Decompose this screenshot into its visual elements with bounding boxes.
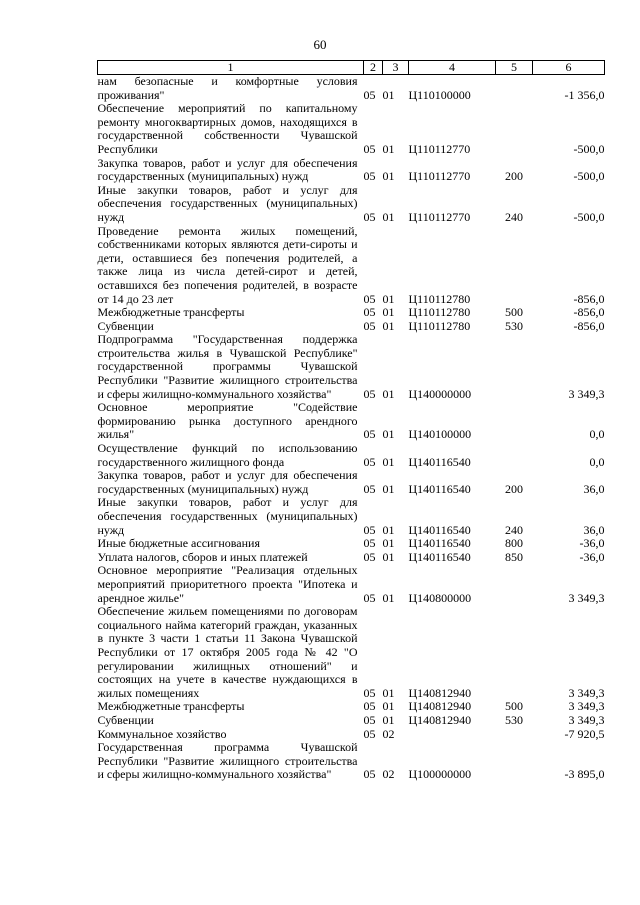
row-expense-type: [496, 564, 533, 605]
row-expense-type: [496, 333, 533, 401]
row-name: Осуществление функций по использованию государственного жилищного фонда: [97, 441, 358, 469]
row-amount: -856,0: [573, 318, 605, 333]
row-subsection: 01: [382, 712, 395, 727]
row-name: Межбюджетные трансферты: [97, 305, 245, 320]
row-amount: -500,0: [573, 141, 605, 156]
table-body: [98, 75, 605, 782]
row-expense-type: 530: [505, 712, 523, 727]
header-col-3: 3: [383, 61, 409, 75]
row-subsection: 02: [382, 726, 395, 741]
row-name: Основное мероприятие "Содействие формированию рынка доступного арендного жилья": [97, 400, 358, 442]
row-target-article: Ц110112780: [408, 291, 471, 306]
table-row: [98, 564, 605, 605]
row-name: Межбюджетные трансферты: [97, 699, 245, 714]
row-name: Закупка товаров, работ и услуг для обеспечения государственных (муниципальных) нужд: [97, 155, 358, 184]
header-col-1: 1: [98, 61, 364, 75]
row-target-article: Ц140116540: [408, 454, 471, 469]
table-row: [98, 306, 605, 320]
row-expense-type: [496, 225, 533, 307]
row-section: 05: [363, 305, 376, 320]
row-amount: -7 920,5: [564, 726, 605, 741]
row-target-article: Ц140812940: [408, 712, 472, 727]
row-expense-type: 500: [505, 699, 523, 714]
row-target-article: Ц140100000: [408, 427, 472, 442]
row-section: 05: [363, 318, 376, 333]
row-amount: -500,0: [573, 169, 605, 184]
table-row: [98, 157, 605, 184]
row-name: Субвенции: [97, 712, 154, 727]
row-target-article: Ц100000000: [408, 767, 472, 782]
table-row: [98, 551, 605, 565]
row-amount: -3 895,0: [564, 767, 605, 782]
row-section: 05: [363, 549, 376, 564]
row-name: Проведение ремонта жилых помещений, собственниками которых являются дети-сироты и дети, оставшиеся без попечения родителей, а также лица из числа детей-сирот и детей, оставшихся без попечения родителей, в возрасте от 14 до 23 лет: [97, 223, 358, 306]
row-expense-type: [496, 605, 533, 700]
row-name: Государственная программа Чувашской Республики "Развитие жилищного строительства и сферы жилищно-коммунального хозяйства": [97, 740, 358, 782]
row-target-article: Ц110112780: [408, 305, 471, 320]
row-name: Коммунальное хозяйство: [97, 726, 227, 741]
row-subsection: 01: [382, 481, 395, 496]
row-amount: 3 349,3: [568, 386, 605, 401]
row-target-article: Ц110112770: [408, 169, 471, 184]
row-amount: 0,0: [589, 454, 605, 469]
row-target-article: [409, 728, 496, 742]
row-amount: 36,0: [583, 481, 605, 496]
row-section: 05: [363, 141, 376, 156]
row-target-article: Ц140000000: [408, 386, 472, 401]
row-expense-type: 240: [505, 522, 523, 537]
row-name: Субвенции: [97, 318, 154, 333]
row-subsection: 01: [382, 87, 395, 102]
table-row: [98, 184, 605, 225]
table-row: [98, 333, 605, 401]
row-expense-type: [496, 102, 533, 156]
row-name: Уплата налогов, сборов и иных платежей: [97, 549, 308, 564]
row-section: 05: [363, 726, 376, 741]
row-name: Основное мероприятие "Реализация отдельных мероприятий приоритетного проекта "Ипотека и арендное жилье": [97, 563, 358, 605]
row-amount: -36,0: [579, 549, 605, 564]
row-target-article: Ц110112780: [408, 318, 471, 333]
row-section: 05: [363, 522, 376, 537]
table-row: [98, 469, 605, 496]
row-expense-type: 500: [505, 305, 523, 320]
row-target-article: Ц110100000: [408, 87, 471, 102]
row-subsection: 01: [382, 291, 395, 306]
row-subsection: 01: [382, 141, 395, 156]
row-expense-type: [496, 442, 533, 469]
row-target-article: Ц140812940: [408, 685, 472, 700]
row-expense-type: 530: [505, 318, 523, 333]
row-amount: 3 349,3: [568, 590, 605, 605]
row-name: Обеспечение жильем помещениями по договорам социального найма категорий граждан, указанных в пункте 3 части 1 статьи 11 Закона Чувашской Республики от 17 октября 2005 года № 42 "О регулировании жилищных отношений" и состоящих на учете в качестве нуждающихся в жилых помещениях: [97, 604, 358, 700]
row-section: 05: [363, 169, 376, 184]
row-section: 05: [363, 712, 376, 727]
table-header-row: [98, 61, 605, 75]
row-target-article: Ц140116540: [408, 481, 471, 496]
row-section: 05: [363, 454, 376, 469]
table-row: [98, 605, 605, 700]
row-subsection: 01: [382, 536, 395, 551]
row-expense-type: [496, 741, 533, 782]
row-target-article: Ц140800000: [408, 590, 472, 605]
row-amount: -1 356,0: [564, 87, 605, 102]
row-target-article: Ц140116540: [408, 522, 471, 537]
page-number: 60: [313, 37, 327, 52]
row-subsection: 01: [382, 699, 395, 714]
row-section: 05: [363, 291, 376, 306]
row-name: Подпрограмма "Государственная поддержка строительства жилья в Чувашской Республике" государственной программы Чувашской Республики "Развитие жилищного строительства и сферы жилищно-коммунального хозяйства": [97, 332, 358, 401]
row-subsection: 01: [382, 209, 395, 224]
row-subsection: 01: [382, 427, 395, 442]
table-row: [98, 102, 605, 156]
row-section: 05: [363, 209, 376, 224]
row-amount: 3 349,3: [568, 699, 605, 714]
row-subsection: 01: [382, 590, 395, 605]
table-row: [98, 741, 605, 782]
row-section: 05: [363, 590, 376, 605]
table-row: [98, 320, 605, 334]
table-row: [98, 496, 605, 537]
row-name: Обеспечение мероприятий по капитальному ремонту многоквартирных домов, находящихся в государственной собственности Чувашской Республики: [97, 101, 358, 156]
row-target-article: Ц110112770: [408, 209, 471, 224]
header-col-2: 2: [364, 61, 383, 75]
table-row: [98, 700, 605, 714]
row-amount: -856,0: [573, 291, 605, 306]
row-name: Иные закупки товаров, работ и услуг для обеспечения государственных (муниципальных) нужд: [97, 495, 358, 537]
row-subsection: 01: [382, 685, 395, 700]
row-section: 05: [363, 481, 376, 496]
row-section: 05: [363, 87, 376, 102]
row-target-article: Ц140812940: [408, 699, 472, 714]
row-name: Иные бюджетные ассигнования: [97, 536, 260, 551]
row-section: 05: [363, 536, 376, 551]
row-amount: -856,0: [573, 305, 605, 320]
row-expense-type: [496, 401, 533, 442]
row-expense-type: 800: [505, 536, 523, 551]
row-target-article: Ц140116540: [408, 549, 471, 564]
row-subsection: 02: [382, 767, 395, 782]
budget-table: [97, 60, 605, 782]
row-section: 05: [363, 427, 376, 442]
row-subsection: 01: [382, 549, 395, 564]
table-row: [98, 75, 605, 103]
header-col-4: 4: [409, 61, 496, 75]
row-section: 05: [363, 699, 376, 714]
row-section: 05: [363, 386, 376, 401]
row-subsection: 01: [382, 305, 395, 320]
row-expense-type: [496, 75, 533, 103]
row-subsection: 01: [382, 386, 395, 401]
row-amount: -36,0: [579, 536, 605, 551]
header-col-5: 5: [496, 61, 533, 75]
row-name: Закупка товаров, работ и услуг для обеспечения государственных (муниципальных) нужд: [97, 468, 358, 496]
row-subsection: 01: [382, 169, 395, 184]
row-subsection: 01: [382, 318, 395, 333]
table-row: [98, 225, 605, 307]
row-amount: 3 349,3: [568, 685, 605, 700]
row-expense-type: 200: [505, 481, 523, 496]
row-amount: 3 349,3: [568, 712, 605, 727]
row-target-article: Ц140116540: [408, 536, 471, 551]
row-subsection: 01: [382, 454, 395, 469]
row-section: 05: [363, 685, 376, 700]
row-expense-type: [496, 728, 533, 742]
row-subsection: 01: [382, 522, 395, 537]
row-amount: 36,0: [583, 522, 605, 537]
header-col-6: 6: [533, 61, 605, 75]
row-name: Иные закупки товаров, работ и услуг для обеспечения государственных (муниципальных) нужд: [97, 182, 358, 224]
table-row: [98, 442, 605, 469]
table-row: [98, 401, 605, 442]
table-row: [98, 714, 605, 728]
row-amount: 0,0: [589, 427, 605, 442]
row-name: нам безопасные и комфортные условия проживания": [97, 74, 358, 102]
row-target-article: Ц110112770: [408, 141, 471, 156]
table-row: [98, 728, 605, 742]
row-expense-type: 850: [505, 549, 523, 564]
row-expense-type: 240: [505, 209, 523, 224]
row-amount: -500,0: [573, 209, 605, 224]
table-row: [98, 537, 605, 551]
row-section: 05: [363, 767, 376, 782]
row-expense-type: 200: [505, 169, 523, 184]
